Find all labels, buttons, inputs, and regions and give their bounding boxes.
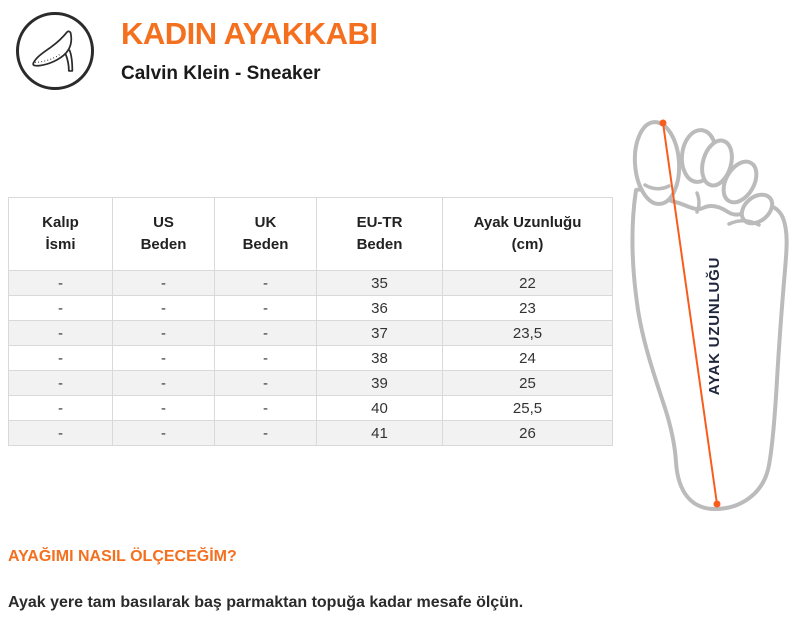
table-cell: -	[9, 321, 113, 346]
table-cell: 41	[317, 421, 443, 446]
table-row	[9, 371, 613, 396]
table-row	[9, 396, 613, 421]
col-header-line: EU-TR	[356, 214, 403, 232]
table-row	[9, 296, 613, 321]
table-cell: -	[215, 271, 317, 296]
col-header-line: Beden	[242, 236, 289, 253]
col-header-line: US	[153, 214, 174, 232]
col-header-us-beden	[113, 198, 215, 271]
table-cell: -	[215, 346, 317, 371]
table-cell: 24	[443, 346, 613, 371]
table-row	[9, 271, 613, 296]
size-table	[8, 197, 613, 446]
size-table-container	[8, 197, 613, 446]
table-row	[9, 346, 613, 371]
table-cell: -	[113, 421, 215, 446]
col-header-line: Beden	[140, 236, 187, 253]
foot-length-label: AYAK UZUNLUĞU	[706, 256, 723, 396]
table-cell: 35	[317, 271, 443, 296]
col-header-line: Beden	[356, 236, 403, 253]
size-table-body	[9, 271, 613, 446]
table-cell: -	[215, 296, 317, 321]
page-header	[16, 12, 378, 90]
table-cell: -	[113, 346, 215, 371]
table-cell: -	[113, 371, 215, 396]
col-header-line: İsmi	[45, 236, 76, 253]
table-cell: -	[9, 346, 113, 371]
table-cell: -	[215, 321, 317, 346]
table-cell: 40	[317, 396, 443, 421]
table-row	[9, 421, 613, 446]
table-cell: -	[215, 396, 317, 421]
table-row	[9, 321, 613, 346]
table-cell: -	[113, 321, 215, 346]
table-cell: 37	[317, 321, 443, 346]
table-cell: -	[9, 371, 113, 396]
foot-measurement-diagram	[615, 105, 800, 525]
table-cell: -	[9, 296, 113, 321]
toe-crease-mark	[697, 193, 699, 212]
table-cell: 23	[443, 296, 613, 321]
col-header-line: (cm)	[511, 236, 544, 253]
col-header-ayak-uzunlugu	[443, 198, 613, 271]
table-cell: 36	[317, 296, 443, 321]
page-title: KADIN AYAKKABI	[121, 16, 378, 51]
header-row	[9, 198, 613, 271]
table-cell: 25,5	[443, 396, 613, 421]
header-text-block	[121, 12, 378, 85]
table-cell: 26	[443, 421, 613, 446]
measurement-endpoint-heel	[714, 501, 721, 508]
table-cell: -	[113, 271, 215, 296]
table-cell: -	[113, 296, 215, 321]
measurement-endpoint-toe	[660, 120, 667, 127]
table-cell: 23,5	[443, 321, 613, 346]
col-header-line: Ayak Uzunluğu	[473, 214, 582, 232]
table-cell: -	[9, 271, 113, 296]
table-cell: -	[9, 396, 113, 421]
col-header-kalip-ismi	[9, 198, 113, 271]
foot-outline-illustration	[615, 105, 800, 525]
high-heel-shoe-icon	[16, 12, 94, 90]
table-cell: 39	[317, 371, 443, 396]
page-subtitle: Calvin Klein - Sneaker	[121, 62, 321, 84]
table-cell: 22	[443, 271, 613, 296]
col-header-line: UK	[254, 214, 277, 232]
table-cell: 25	[443, 371, 613, 396]
howto-heading: AYAĞIMI NASIL ÖLÇECEĞİM?	[8, 548, 237, 565]
howto-body: Ayak yere tam basılarak baş parmaktan topuğa kadar mesafe ölçün.	[8, 594, 524, 611]
table-cell: -	[9, 421, 113, 446]
table-cell: 38	[317, 346, 443, 371]
size-table-head	[9, 198, 613, 271]
high-heel-shoe-glyph	[29, 26, 81, 76]
col-header-line: Kalıp	[42, 214, 79, 232]
table-cell: -	[113, 396, 215, 421]
col-header-uk-beden	[215, 198, 317, 271]
col-header-eu-tr-beden	[317, 198, 443, 271]
table-cell: -	[215, 421, 317, 446]
table-cell: -	[215, 371, 317, 396]
